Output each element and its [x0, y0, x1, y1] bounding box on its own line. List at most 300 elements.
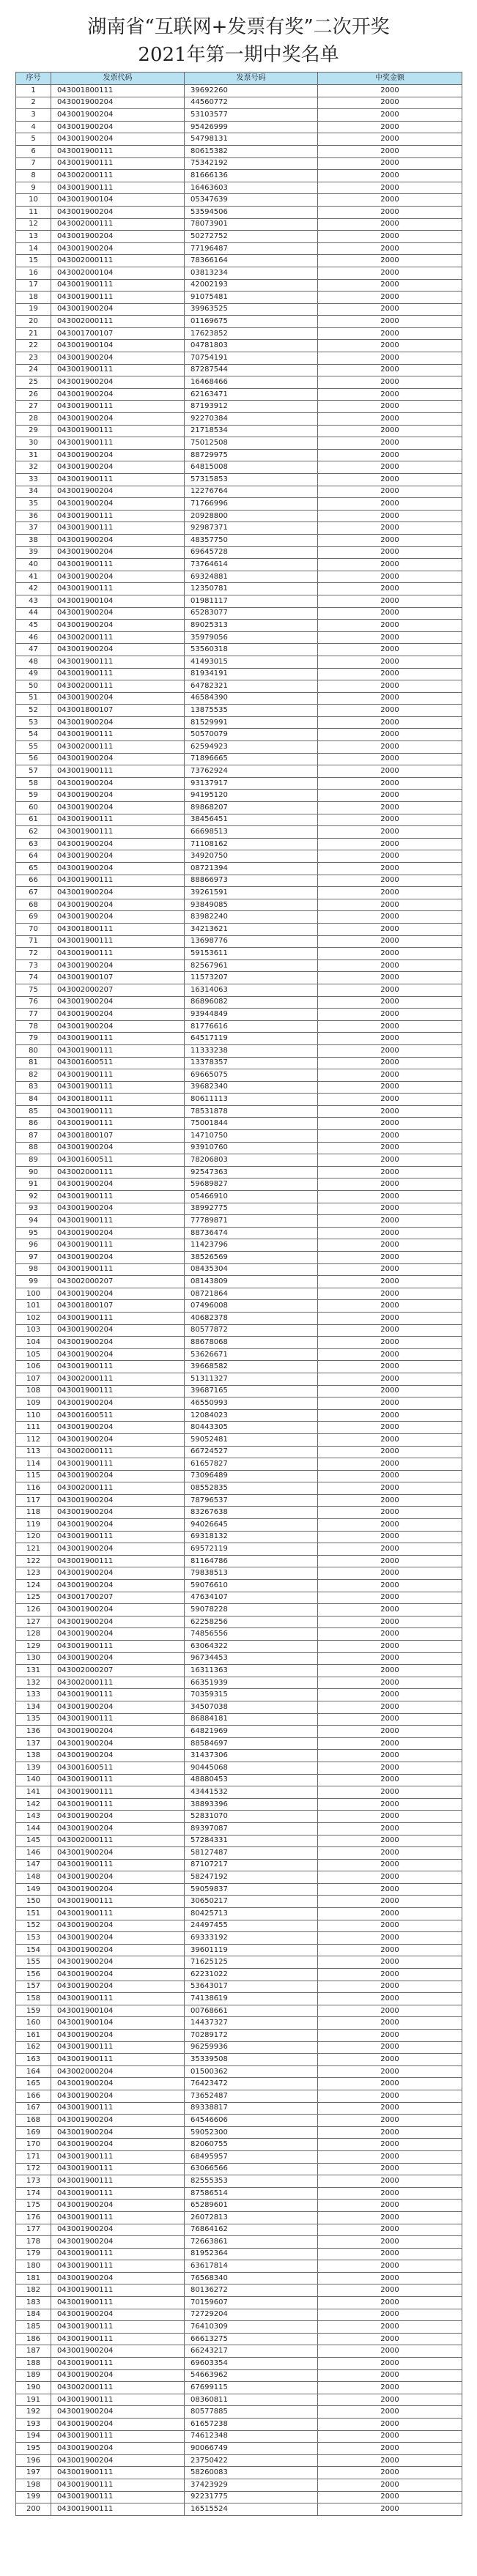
prize-amount: 2000	[318, 2333, 462, 2345]
row-index: 128	[16, 1628, 51, 1641]
invoice-number: 87107217	[185, 1859, 318, 1871]
table-row	[16, 948, 462, 960]
table-row	[16, 1628, 462, 1641]
row-index: 2	[16, 97, 51, 109]
table-row	[16, 133, 462, 146]
invoice-code: 043001900111	[51, 2175, 185, 2188]
table-row	[16, 741, 462, 754]
row-index: 68	[16, 899, 51, 911]
invoice-code: 043002000111	[51, 255, 185, 267]
invoice-code: 043001900204	[51, 2200, 185, 2212]
invoice-number: 89025313	[185, 620, 318, 632]
prize-amount: 2000	[318, 510, 462, 522]
prize-amount: 2000	[318, 2443, 462, 2455]
prize-amount: 2000	[318, 1081, 462, 1094]
invoice-number: 59052300	[185, 2126, 318, 2139]
row-index: 106	[16, 1361, 51, 1373]
table-row	[16, 1762, 462, 1774]
prize-amount: 2000	[318, 1069, 462, 1082]
row-index: 188	[16, 2358, 51, 2370]
row-index: 195	[16, 2443, 51, 2455]
prize-amount: 2000	[318, 2126, 462, 2139]
row-index: 57	[16, 765, 51, 778]
row-index: 75	[16, 984, 51, 996]
invoice-number: 67699115	[185, 2382, 318, 2394]
invoice-code: 043001900204	[51, 899, 185, 911]
invoice-number: 89397087	[185, 1822, 318, 1835]
prize-amount: 2000	[318, 1713, 462, 1726]
prize-amount: 2000	[318, 1348, 462, 1361]
table-row	[16, 1641, 462, 1653]
row-index: 25	[16, 376, 51, 389]
invoice-number: 88678068	[185, 1337, 318, 1349]
invoice-number: 38526569	[185, 1252, 318, 1264]
invoice-number: 82567961	[185, 959, 318, 972]
prize-amount: 2000	[318, 1494, 462, 1507]
table-row	[16, 486, 462, 498]
prize-amount: 2000	[318, 303, 462, 316]
table-row	[16, 401, 462, 413]
prize-amount: 2000	[318, 1422, 462, 1434]
table-row	[16, 1276, 462, 1288]
invoice-number: 53103577	[185, 109, 318, 122]
invoice-number: 76410309	[185, 2321, 318, 2334]
invoice-code: 043001900204	[51, 1811, 185, 1823]
invoice-code: 043001900111	[51, 1774, 185, 1786]
prize-amount: 2000	[318, 741, 462, 754]
prize-amount: 2000	[318, 2115, 462, 2127]
invoice-number: 08435304	[185, 1263, 318, 1276]
row-index: 115	[16, 1470, 51, 1482]
prize-amount: 2000	[318, 97, 462, 109]
invoice-code: 043001900204	[51, 303, 185, 316]
row-index: 10	[16, 194, 51, 207]
invoice-code: 043002000207	[51, 1665, 185, 1677]
invoice-code: 043001900111	[51, 2150, 185, 2163]
row-index: 186	[16, 2333, 51, 2345]
invoice-number: 03813234	[185, 267, 318, 279]
row-index: 173	[16, 2175, 51, 2188]
invoice-number: 12350781	[185, 583, 318, 595]
table-row	[16, 996, 462, 1009]
table-row	[16, 620, 462, 632]
invoice-code: 043001900204	[51, 1142, 185, 1154]
table-row	[16, 2175, 462, 2188]
invoice-number: 59059837	[185, 1883, 318, 1896]
invoice-number: 39261591	[185, 887, 318, 899]
table-row	[16, 2491, 462, 2503]
invoice-number: 80425713	[185, 1908, 318, 1920]
prize-amount: 2000	[318, 85, 462, 97]
invoice-code: 043001900204	[51, 571, 185, 583]
prize-amount: 2000	[318, 157, 462, 170]
prize-amount: 2000	[318, 1762, 462, 1774]
invoice-number: 66351939	[185, 1677, 318, 1689]
row-index: 79	[16, 1033, 51, 1045]
prize-amount: 2000	[318, 1822, 462, 1835]
invoice-code: 043001900204	[51, 449, 185, 461]
invoice-code: 043001900204	[51, 2345, 185, 2358]
row-index: 104	[16, 1337, 51, 1349]
prize-amount: 2000	[318, 2284, 462, 2297]
row-index: 48	[16, 656, 51, 668]
invoice-code: 043001900111	[51, 1215, 185, 1228]
row-index: 157	[16, 1981, 51, 1993]
prize-amount: 2000	[318, 607, 462, 620]
row-index: 14	[16, 242, 51, 255]
invoice-number: 16515524	[185, 2503, 318, 2516]
prize-amount: 2000	[318, 1263, 462, 1276]
invoice-code: 043001900111	[51, 2358, 185, 2370]
invoice-code: 043002000104	[51, 267, 185, 279]
row-index: 176	[16, 2211, 51, 2224]
prize-amount: 2000	[318, 1896, 462, 1908]
table-row	[16, 1494, 462, 1507]
row-index: 33	[16, 474, 51, 486]
table-row	[16, 2139, 462, 2151]
table-row	[16, 1969, 462, 1981]
invoice-code: 043001600511	[51, 1154, 185, 1167]
row-index: 133	[16, 1689, 51, 1701]
invoice-number: 08552835	[185, 1482, 318, 1495]
invoice-number: 90066749	[185, 2443, 318, 2455]
prize-amount: 2000	[318, 242, 462, 255]
invoice-code: 043001900111	[51, 2054, 185, 2066]
row-index: 82	[16, 1069, 51, 1082]
invoice-code: 043001900111	[51, 2260, 185, 2273]
row-index: 39	[16, 546, 51, 559]
invoice-code: 043002000111	[51, 218, 185, 231]
invoice-number: 83982240	[185, 911, 318, 924]
table-row	[16, 2333, 462, 2345]
table-row	[16, 1847, 462, 1860]
invoice-code: 043002000111	[51, 1677, 185, 1689]
prize-amount: 2000	[318, 1227, 462, 1239]
row-index: 189	[16, 2369, 51, 2382]
row-index: 192	[16, 2406, 51, 2419]
row-index: 103	[16, 1324, 51, 1337]
row-index: 169	[16, 2126, 51, 2139]
prize-amount: 2000	[318, 1859, 462, 1871]
row-index: 92	[16, 1191, 51, 1203]
invoice-code: 043001900204	[51, 376, 185, 389]
row-index: 119	[16, 1519, 51, 1532]
prize-amount: 2000	[318, 923, 462, 935]
invoice-code: 043001900111	[51, 2394, 185, 2406]
prize-amount: 2000	[318, 2345, 462, 2358]
row-index: 110	[16, 1409, 51, 1422]
row-index: 64	[16, 850, 51, 863]
prize-amount: 2000	[318, 2419, 462, 2431]
table-row	[16, 376, 462, 389]
row-index: 183	[16, 2297, 51, 2309]
row-index: 153	[16, 1932, 51, 1945]
table-row	[16, 1896, 462, 1908]
invoice-number: 34507038	[185, 1701, 318, 1713]
table-row	[16, 2260, 462, 2273]
invoice-code: 043001900204	[51, 1543, 185, 1556]
invoice-number: 08143809	[185, 1276, 318, 1288]
invoice-number: 74856556	[185, 1628, 318, 1641]
prize-amount: 2000	[318, 1482, 462, 1495]
row-index: 24	[16, 364, 51, 376]
prize-amount: 2000	[318, 255, 462, 267]
row-index: 69	[16, 911, 51, 924]
table-row	[16, 826, 462, 839]
table-row	[16, 1981, 462, 1993]
invoice-code: 043001900204	[51, 1944, 185, 1956]
invoice-code: 043002000111	[51, 1835, 185, 1847]
row-index: 156	[16, 1969, 51, 1981]
table-row	[16, 534, 462, 546]
invoice-number: 71766996	[185, 498, 318, 511]
row-index: 44	[16, 607, 51, 620]
table-row	[16, 1398, 462, 1410]
invoice-code: 043001900111	[51, 2503, 185, 2516]
invoice-number: 58260083	[185, 2467, 318, 2479]
row-index: 151	[16, 1908, 51, 1920]
row-index: 159	[16, 2005, 51, 2017]
row-index: 177	[16, 2224, 51, 2236]
header-invoice-code: 发票代码	[51, 73, 185, 85]
row-index: 124	[16, 1580, 51, 1592]
invoice-code: 043001900204	[51, 1227, 185, 1239]
table-row	[16, 753, 462, 765]
invoice-code: 043001900204	[51, 1956, 185, 1969]
invoice-number: 01981117	[185, 595, 318, 607]
invoice-code: 043001900111	[51, 522, 185, 535]
prize-amount: 2000	[318, 1288, 462, 1300]
table-row	[16, 595, 462, 607]
invoice-number: 81164786	[185, 1555, 318, 1567]
table-row	[16, 2200, 462, 2212]
prize-amount: 2000	[318, 705, 462, 717]
table-row	[16, 2163, 462, 2175]
table-row	[16, 2443, 462, 2455]
table-row	[16, 1470, 462, 1482]
invoice-number: 95426999	[185, 121, 318, 133]
table-row	[16, 1203, 462, 1215]
prize-amount: 2000	[318, 1203, 462, 1215]
invoice-code: 043001900111	[51, 2479, 185, 2491]
table-row	[16, 1227, 462, 1239]
invoice-number: 75012508	[185, 437, 318, 450]
row-index: 34	[16, 486, 51, 498]
row-index: 12	[16, 218, 51, 231]
prize-amount: 2000	[318, 1993, 462, 2005]
table-row	[16, 2297, 462, 2309]
row-index: 145	[16, 1835, 51, 1847]
invoice-number: 80611113	[185, 1094, 318, 1106]
prize-amount: 2000	[318, 2224, 462, 2236]
row-index: 43	[16, 595, 51, 607]
prize-amount: 2000	[318, 2382, 462, 2394]
row-index: 112	[16, 1433, 51, 1446]
prize-amount: 2000	[318, 716, 462, 729]
row-index: 98	[16, 1263, 51, 1276]
invoice-code: 043002000207	[51, 984, 185, 996]
row-index: 171	[16, 2150, 51, 2163]
prize-amount: 2000	[318, 316, 462, 328]
invoice-number: 52831070	[185, 1811, 318, 1823]
invoice-code: 043001900204	[51, 1701, 185, 1713]
invoice-number: 14710750	[185, 1130, 318, 1143]
row-index: 28	[16, 413, 51, 426]
row-index: 35	[16, 498, 51, 511]
table-row	[16, 1932, 462, 1945]
row-index: 114	[16, 1458, 51, 1471]
row-index: 36	[16, 510, 51, 522]
invoice-code: 043001900204	[51, 996, 185, 1009]
row-index: 154	[16, 1944, 51, 1956]
table-row	[16, 85, 462, 97]
prize-amount: 2000	[318, 802, 462, 814]
invoice-number: 69603354	[185, 2358, 318, 2370]
row-index: 172	[16, 2163, 51, 2175]
table-row	[16, 292, 462, 304]
table-row	[16, 2467, 462, 2479]
invoice-number: 50272752	[185, 231, 318, 243]
invoice-code: 043001900111	[51, 814, 185, 826]
prize-amount: 2000	[318, 2248, 462, 2260]
invoice-number: 57315853	[185, 474, 318, 486]
invoice-number: 74612348	[185, 2430, 318, 2443]
row-index: 67	[16, 887, 51, 899]
prize-amount: 2000	[318, 1786, 462, 1799]
invoice-code: 043001900111	[51, 875, 185, 887]
prize-amount: 2000	[318, 1433, 462, 1446]
invoice-number: 26072813	[185, 2211, 318, 2224]
row-index: 200	[16, 2503, 51, 2516]
prize-amount: 2000	[318, 644, 462, 656]
row-index: 65	[16, 863, 51, 875]
prize-amount: 2000	[318, 899, 462, 911]
row-index: 134	[16, 1701, 51, 1713]
prize-amount: 2000	[318, 2200, 462, 2212]
prize-amount: 2000	[318, 2260, 462, 2273]
prize-amount: 2000	[318, 1774, 462, 1786]
table-row	[16, 2272, 462, 2284]
invoice-code: 043001900204	[51, 1203, 185, 1215]
table-row	[16, 2419, 462, 2431]
invoice-number: 87287544	[185, 364, 318, 376]
row-index: 152	[16, 1920, 51, 1932]
prize-amount: 2000	[318, 1652, 462, 1665]
row-index: 149	[16, 1883, 51, 1896]
invoice-code: 043001900204	[51, 498, 185, 511]
row-index: 132	[16, 1677, 51, 1689]
invoice-number: 39601119	[185, 1944, 318, 1956]
prize-amount: 2000	[318, 729, 462, 741]
table-row	[16, 2078, 462, 2090]
prize-amount: 2000	[318, 2406, 462, 2419]
prize-amount: 2000	[318, 1057, 462, 1069]
prize-amount: 2000	[318, 2139, 462, 2151]
row-index: 130	[16, 1652, 51, 1665]
table-row	[16, 2394, 462, 2406]
table-row	[16, 1701, 462, 1713]
invoice-code: 043001800111	[51, 1094, 185, 1106]
prize-amount: 2000	[318, 935, 462, 948]
invoice-code: 043001900204	[51, 1604, 185, 1617]
row-index: 17	[16, 279, 51, 292]
invoice-number: 20928800	[185, 510, 318, 522]
invoice-number: 47634107	[185, 1592, 318, 1604]
table-row	[16, 2382, 462, 2394]
invoice-code: 043001900111	[51, 2297, 185, 2309]
invoice-number: 44560772	[185, 97, 318, 109]
prize-amount: 2000	[318, 2467, 462, 2479]
prize-amount: 2000	[318, 1215, 462, 1228]
invoice-code: 043001800107	[51, 705, 185, 717]
row-index: 167	[16, 2102, 51, 2115]
invoice-code: 043001700207	[51, 1592, 185, 1604]
invoice-number: 30650217	[185, 1896, 318, 1908]
row-index: 41	[16, 571, 51, 583]
invoice-number: 11333238	[185, 1044, 318, 1057]
prize-amount: 2000	[318, 777, 462, 790]
invoice-code: 043001900111	[51, 1993, 185, 2005]
invoice-code: 043002000111	[51, 1373, 185, 1385]
invoice-number: 75342192	[185, 157, 318, 170]
invoice-number: 78531878	[185, 1105, 318, 1118]
table-row	[16, 1178, 462, 1191]
invoice-code: 043001900204	[51, 1009, 185, 1021]
prize-amount: 2000	[318, 206, 462, 218]
prize-amount: 2000	[318, 1385, 462, 1398]
invoice-code: 043001900204	[51, 1883, 185, 1896]
invoice-number: 39682340	[185, 1081, 318, 1094]
invoice-code: 043001900204	[51, 388, 185, 401]
invoice-number: 73764614	[185, 559, 318, 571]
invoice-number: 38992775	[185, 1203, 318, 1215]
prize-amount: 2000	[318, 376, 462, 389]
invoice-number: 93137917	[185, 777, 318, 790]
invoice-code: 043001900111	[51, 1191, 185, 1203]
prize-amount: 2000	[318, 1470, 462, 1482]
prize-amount: 2000	[318, 2030, 462, 2042]
invoice-number: 63066566	[185, 2163, 318, 2175]
invoice-number: 78206803	[185, 1154, 318, 1167]
table-row	[16, 2211, 462, 2224]
prize-amount: 2000	[318, 109, 462, 122]
prize-amount: 2000	[318, 1944, 462, 1956]
invoice-code: 043001900204	[51, 242, 185, 255]
row-index: 102	[16, 1312, 51, 1324]
invoice-code: 043001900204	[51, 1348, 185, 1361]
invoice-number: 64821969	[185, 1726, 318, 1738]
invoice-number: 71625125	[185, 1956, 318, 1969]
row-index: 81	[16, 1057, 51, 1069]
invoice-code: 043001900204	[51, 1920, 185, 1932]
row-index: 120	[16, 1531, 51, 1543]
invoice-code: 043001900204	[51, 1252, 185, 1264]
invoice-code: 043002000111	[51, 170, 185, 182]
prize-amount: 2000	[318, 668, 462, 680]
prize-amount: 2000	[318, 327, 462, 340]
table-row	[16, 2369, 462, 2382]
invoice-code: 043001900111	[51, 1312, 185, 1324]
invoice-number: 46584390	[185, 692, 318, 705]
invoice-code: 043001900204	[51, 206, 185, 218]
table-row	[16, 231, 462, 243]
table-row	[16, 814, 462, 826]
table-row	[16, 680, 462, 693]
row-index: 55	[16, 741, 51, 754]
table-row	[16, 2005, 462, 2017]
invoice-code: 043001900111	[51, 826, 185, 839]
invoice-code: 043001900111	[51, 2430, 185, 2443]
